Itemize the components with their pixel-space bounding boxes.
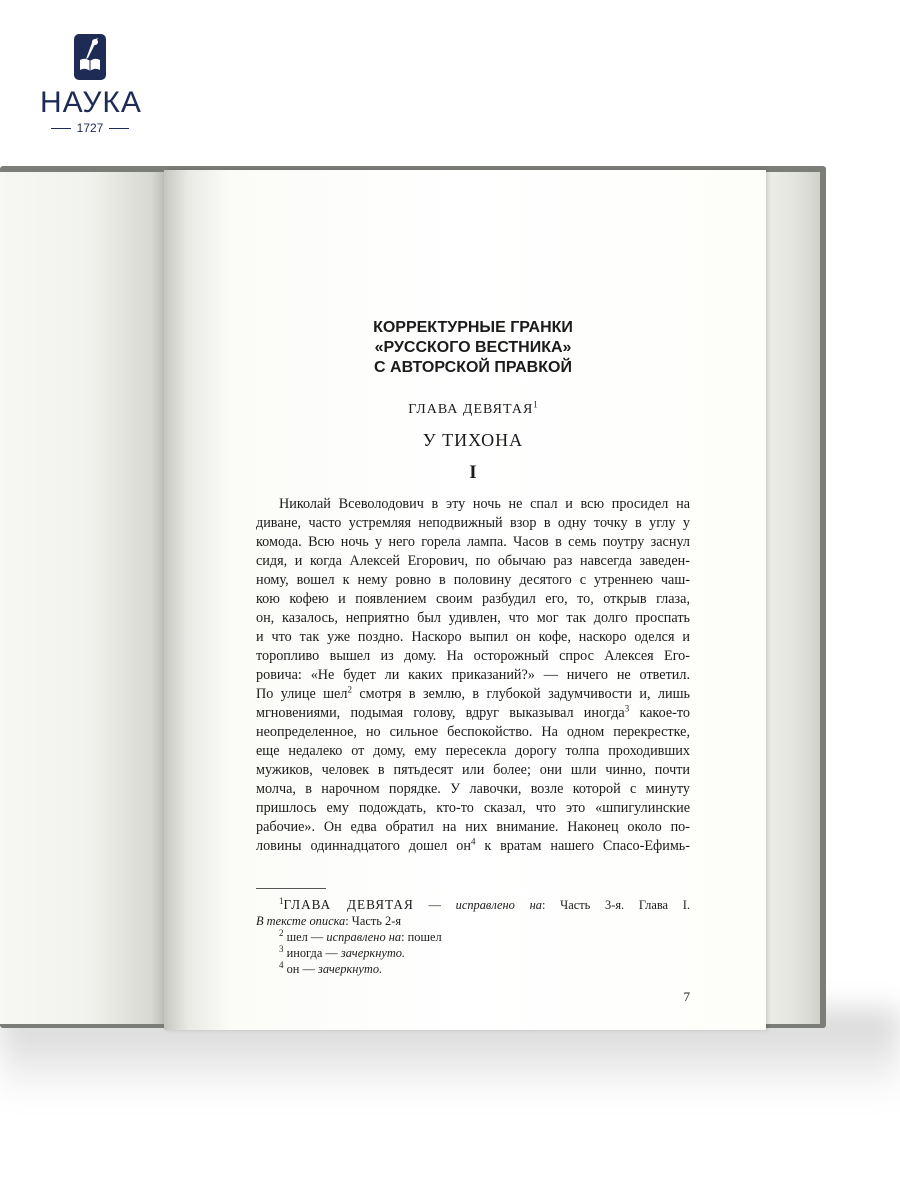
- chapter-text: ГЛАВА ДЕВЯТАЯ: [408, 402, 534, 417]
- footnote-text: шел —: [283, 930, 327, 944]
- chapter-title: [256, 401, 690, 419]
- text-run: какое-то: [629, 705, 690, 721]
- publisher-name: НАУКА: [40, 86, 142, 119]
- footnote-label: зачеркнуто.: [318, 962, 383, 976]
- text-line: Николай Всеволодович в эту ночь не спал и всю просидел на: [279, 496, 690, 512]
- text-line: комода. Всю ночь у него горела лампа. Часов в семь поутру заснул: [256, 534, 690, 550]
- footnote-number: 4: [279, 959, 284, 970]
- logo-rule-right: [109, 128, 129, 129]
- text-line: сидя, и когда Алексей Егорович, по обычаю раз навсегда заведен-: [256, 553, 690, 569]
- footnote-label: исправлено на: [326, 930, 402, 944]
- footnote-3: [256, 945, 690, 961]
- footnote-1: [256, 897, 690, 913]
- footnote-term: ГЛАВА ДЕВЯТАЯ: [283, 897, 414, 912]
- right-page: [164, 170, 766, 1030]
- publisher-year: 1727: [76, 121, 104, 135]
- footnote-text: : Часть 2-я: [345, 914, 402, 928]
- text-line: мужиков, человек в пятьдесят или более; они шли чинно, почти: [256, 762, 690, 778]
- text-line: [256, 704, 690, 723]
- text-line: ровича: «Не будет ли каких приказаний?» — ничего не ответил.: [256, 667, 690, 683]
- text-line: кою кофею и появлением своим разбудил его, то, открыв глаза,: [256, 591, 690, 607]
- text-line: рабочие». Он едва обратил на них внимание. Наконец около по-: [256, 819, 690, 835]
- text-line: он, казалось, неприятно был удивлен, что мог так долго проспать: [256, 610, 690, 626]
- heading-line: «РУССКОГО ВЕСТНИКА»: [374, 339, 572, 356]
- text-run: смотря в землю, в глубокой задумчивости и, лишь: [351, 686, 690, 702]
- book-quill-icon: [74, 34, 106, 80]
- text-line: ному, вошел к нему ровно в половину десятого с утреннею чаш-: [256, 572, 690, 588]
- text-line: и что так уже поздно. Наскоро выпил он кофе, наскоро оделся и: [256, 629, 690, 645]
- page-edges: [760, 172, 820, 1024]
- footnote-text: он —: [283, 962, 319, 976]
- text-run: к вратам нашего Спасо-Ефимь-: [475, 838, 690, 854]
- footnote-number: 2: [279, 927, 284, 938]
- footnote-ref: 4: [470, 836, 476, 847]
- section-number: I: [469, 462, 477, 483]
- footnote-label: исправлено на: [455, 898, 542, 912]
- footnote-text: : Часть 3-я. Глава I.: [541, 898, 690, 912]
- publisher-logo: [40, 34, 140, 135]
- text-line: торопливо вышел из дому. На осторожный спрос Алексея Его-: [256, 648, 690, 664]
- text-line: пришлось ему подождать, кто-то сказал, что это «шпигулинские: [256, 800, 690, 816]
- footnote-ref: 3: [624, 703, 630, 714]
- footnote-ref: 2: [347, 684, 352, 695]
- text-run: ловины одиннадцатого дошел он: [256, 838, 471, 854]
- text-line: неопределенное, но сильное беспокойство. На одном перекрестке,: [256, 724, 690, 740]
- footnote-text: иногда —: [283, 946, 341, 960]
- footnote-4: [256, 961, 690, 977]
- section-heading: [256, 318, 690, 378]
- chapter-subtitle: У ТИХОНА: [422, 430, 524, 450]
- chapter-note-ref: 1: [533, 399, 538, 410]
- text-line: [256, 685, 690, 704]
- footnote-text: : пошел: [401, 930, 442, 944]
- footnotes: [256, 897, 690, 977]
- text-line: [256, 837, 690, 856]
- text-run: По улице шел: [256, 686, 348, 702]
- logo-rule-left: [51, 128, 71, 129]
- footnote-number: 3: [279, 943, 284, 954]
- footnote-1-continued: [256, 913, 690, 929]
- footnote-divider: [256, 888, 326, 889]
- page-content: [256, 318, 690, 1005]
- footnote-number: 1: [279, 895, 284, 906]
- text-line: диване, часто устремляя неподвижный взор в одну точку в углу у: [256, 515, 690, 531]
- heading-line: КОРРЕКТУРНЫЕ ГРАНКИ: [373, 319, 573, 336]
- heading-line: С АВТОРСКОЙ ПРАВКОЙ: [374, 359, 572, 376]
- text-line: еще недалеко от дому, ему пересекла дорогу толпа проходивших: [256, 743, 690, 759]
- footnote-dash: —: [413, 898, 456, 912]
- left-page: [0, 172, 165, 1024]
- publisher-year-line: [40, 121, 140, 135]
- body-text: [256, 495, 690, 856]
- footnote-2: [256, 929, 690, 945]
- page-number: 7: [683, 989, 690, 1004]
- text-line: молча, в нарочном порядке. У лавочки, возле которой с минуту: [256, 781, 690, 797]
- footnote-label: В тексте описка: [256, 914, 346, 928]
- text-run: мгновениями, подымая голову, вдруг выказывал иногда: [256, 705, 625, 721]
- footnote-label: зачеркнуто.: [340, 946, 406, 960]
